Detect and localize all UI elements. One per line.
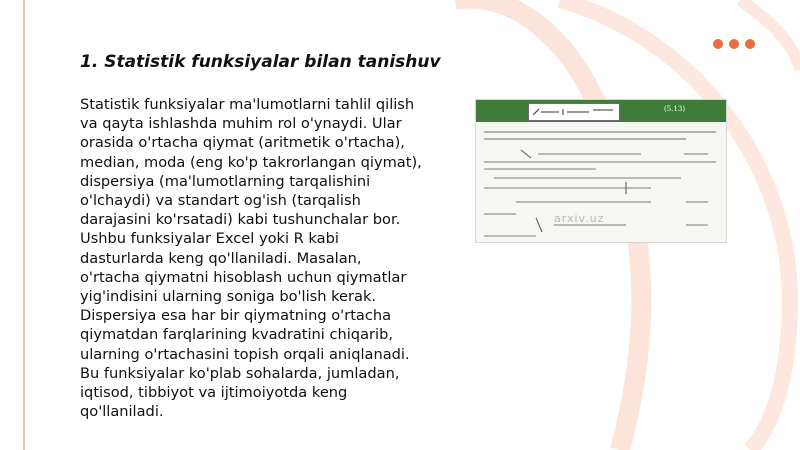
arc-stroke-3 bbox=[740, 0, 800, 70]
formula-glyphs bbox=[529, 104, 619, 120]
figure-mark: (5.13) bbox=[664, 105, 686, 113]
formula-image bbox=[475, 99, 727, 243]
dot bbox=[745, 39, 755, 49]
formula-box bbox=[528, 103, 620, 121]
slide-title: 1. Statistik funksiyalar bilan tanishuv bbox=[80, 52, 441, 72]
dot bbox=[713, 39, 723, 49]
slide-body-text: Statistik funksiyalar ma'lumotlarni tahlil qilish va qayta ishlashda muhim rol o'ynaydi. Ular orasida o'rtacha qiymat (aritmetik o'rtacha), median, moda (eng ko'p takrorlangan qiymat), dispersiya (ma'lumotlarning tarqalishini o'lchaydi) va standart og'ish (tarqalish darajasini ko'rsatadi) kabi tushunchalar bor. Ushbu funksiyalar Excel yoki R kabi dasturlarda keng qo'llaniladi. Masalan, o'rtacha qiymatni hisoblash uchun qiymatlar yig'indisini ularning soniga bo'lish kerak. Dispersiya esa har bir qiymatning o'rtacha qiymatdan farqlarining kvadratini chiqarib, ularning o'rtachasini topish orqali aniqlanadi. Bu funksiyalar ko'plab sohalarda, jumladan, iqtisod, tibbiyot va ijtimoiyotda keng qo'llaniladi. bbox=[80, 96, 422, 421]
three-dots-icon bbox=[713, 39, 755, 49]
dot bbox=[729, 39, 739, 49]
figure-watermark: arxiv.uz bbox=[554, 212, 605, 225]
